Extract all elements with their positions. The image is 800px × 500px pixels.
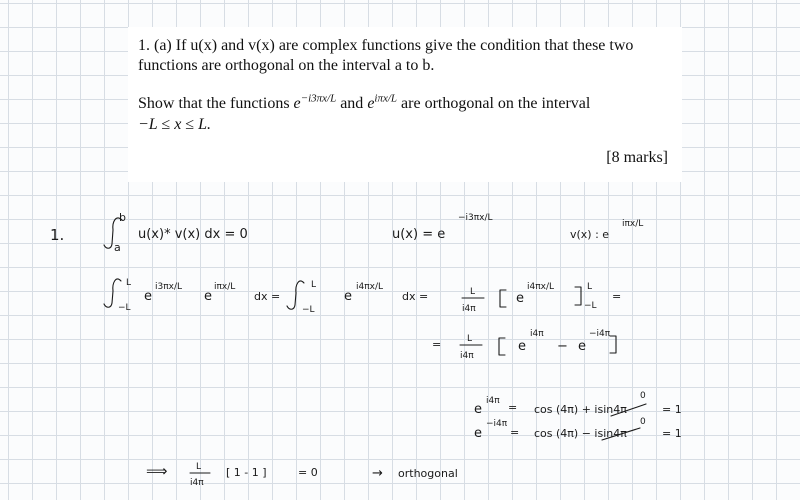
bracket-upper-limit: L [587, 282, 593, 292]
euler-1-equals: = [508, 401, 518, 414]
bracket-2-term-2: e [578, 339, 586, 354]
dx-equals-2: dx = [402, 290, 429, 303]
exp-term-3: e [344, 289, 352, 304]
euler-2-exponent: −i4π [486, 419, 508, 429]
integral-2-upper: L [126, 278, 132, 288]
function-2-exponent: iπx/L [374, 92, 398, 105]
bracket-exp: e [516, 291, 524, 306]
integral-1-lower: a [114, 241, 121, 254]
exp-term-3-exponent: i4πx/L [356, 282, 384, 292]
dx-equals: dx = [254, 290, 281, 303]
question-line-4: −L ≤ x ≤ L. [138, 116, 211, 133]
right-bracket [575, 287, 581, 305]
orthogonal-arrow: → [372, 466, 383, 481]
euler-1-result: = 1 [662, 403, 682, 416]
question-line-1: 1. (a) If u(x) and v(x) are complex functions give the condition that these two [138, 37, 634, 54]
left-bracket [500, 290, 506, 307]
line-3-equals: = [432, 338, 442, 351]
euler-2-rhs: cos (4π) − isin4π [534, 427, 627, 440]
v-exponent: iπx/L [622, 219, 644, 229]
trailing-equals: = [612, 290, 622, 303]
euler-1-zero: 0 [640, 391, 646, 401]
exp-term-2: e [204, 289, 212, 304]
fraction-numerator: L [470, 287, 476, 297]
fraction-2-denominator: i4π [460, 351, 474, 361]
integral-2-lower: −L [118, 303, 131, 313]
exp-term-1: e [144, 289, 152, 304]
question-number: 1. [50, 226, 65, 244]
euler-1-exp: e [474, 402, 482, 417]
interval-text: are orthogonal on the interval [401, 95, 591, 112]
fraction-2-numerator: L [467, 334, 473, 344]
bracket-lower-limit: −L [584, 301, 597, 311]
minus-sign: − [557, 339, 568, 354]
exp-term-2-exponent: iπx/L [214, 282, 236, 292]
orthogonality-integrand: u(x)* v(x) dx = 0 [138, 227, 248, 242]
euler-1-rhs: cos (4π) + isin4π [534, 403, 627, 416]
final-equals-zero: = 0 [298, 466, 318, 479]
euler-2-zero: 0 [640, 417, 646, 427]
integral-1-upper: b [119, 211, 126, 224]
integral-3-upper: L [311, 280, 317, 290]
marks-label: [8 marks] [606, 149, 668, 166]
u-exponent: −i3πx/L [458, 213, 493, 223]
bracket-2-term-1: e [518, 339, 526, 354]
function-1-exponent: −i3πx/L [300, 92, 337, 105]
euler-1-exponent: i4π [486, 396, 500, 406]
function-1-base: e [293, 95, 301, 112]
final-fraction-numerator: L [196, 462, 202, 472]
implies-arrow: ⟹ [146, 462, 168, 480]
right-bracket-2 [610, 336, 616, 353]
function-2-base: e [367, 95, 375, 112]
euler-2-result: = 1 [662, 427, 682, 440]
and-text: and [340, 95, 364, 112]
question-line-2: functions are orthogonal on the interval a to b. [138, 57, 435, 74]
v-definition: v(x) : e [570, 228, 610, 241]
show-text: Show that the functions [138, 95, 290, 112]
bracket-2-term-1-exponent: i4π [530, 329, 544, 339]
u-definition: u(x) = e [392, 227, 446, 242]
final-fraction-denominator: i4π [190, 478, 204, 488]
bracket-exponent: i4πx/L [527, 282, 555, 292]
euler-2-equals: = [510, 426, 520, 439]
exp-term-1-exponent: i3πx/L [155, 282, 183, 292]
integral-3-lower: −L [302, 305, 315, 315]
final-bracket: [ 1 - 1 ] [226, 466, 267, 479]
orthogonal-conclusion: orthogonal [398, 467, 458, 480]
euler-2-exp: e [474, 426, 482, 441]
fraction-denominator: i4π [462, 304, 476, 314]
left-bracket-2 [499, 338, 505, 355]
bracket-2-term-2-exponent: −i4π [589, 329, 611, 339]
